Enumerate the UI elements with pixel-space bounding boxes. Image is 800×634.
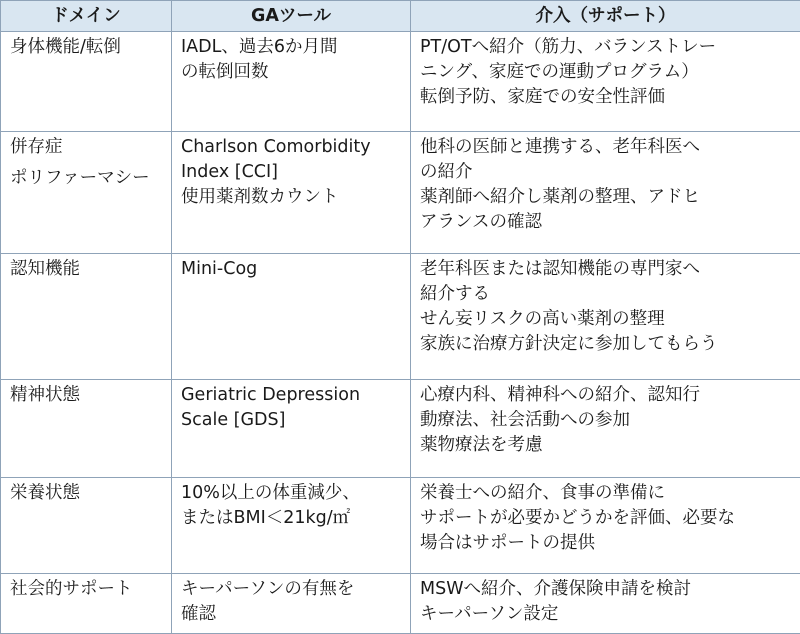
intervention-cell xyxy=(411,380,800,478)
tool-text: IADL、過去6か月間 xyxy=(181,35,404,60)
intervention-cell xyxy=(411,574,800,634)
tool-text: Scale [GDS] xyxy=(181,408,404,433)
tool-cell xyxy=(172,574,411,634)
table-row xyxy=(1,478,800,574)
tool-text: 10%以上の体重減少、 xyxy=(181,481,404,506)
tool-text: 確認 xyxy=(181,602,404,627)
intervention-text: 老年科医または認知機能の専門家へ xyxy=(420,257,794,282)
domain-cell xyxy=(1,574,172,634)
intervention-text: 場合はサポートの提供 xyxy=(420,531,794,556)
table-row xyxy=(1,132,800,254)
tool-cell xyxy=(172,380,411,478)
intervention-text: の紹介 xyxy=(420,160,794,185)
domain-text: 社会的サポート xyxy=(10,577,165,602)
tool-text: Mini-Cog xyxy=(181,257,404,282)
tool-cell xyxy=(172,254,411,380)
domain-text: 認知機能 xyxy=(10,257,165,282)
intervention-text: サポートが必要かどうかを評価、必要な xyxy=(420,506,794,531)
intervention-cell xyxy=(411,478,800,574)
intervention-text: 紹介する xyxy=(420,282,794,307)
tool-text: の転倒回数 xyxy=(181,60,404,85)
intervention-text: せん妄リスクの高い薬剤の整理 xyxy=(420,307,794,332)
domain-cell xyxy=(1,132,172,254)
intervention-text: MSWへ紹介、介護保険申請を検討 xyxy=(420,577,794,602)
tool-cell xyxy=(172,478,411,574)
domain-text: 身体機能/転倒 xyxy=(10,35,165,60)
domain-cell xyxy=(1,254,172,380)
table-row xyxy=(1,574,800,634)
header-domain: ドメイン xyxy=(1,1,172,32)
intervention-text: 動療法、社会活動への参加 xyxy=(420,408,794,433)
tool-text: 使用薬剤数カウント xyxy=(181,185,404,210)
table-row xyxy=(1,32,800,132)
intervention-text: 薬剤師へ紹介し薬剤の整理、アドヒ xyxy=(420,185,794,210)
intervention-text: 栄養士への紹介、食事の準備に xyxy=(420,481,794,506)
domain-cell xyxy=(1,32,172,132)
intervention-text: 家族に治療方針決定に参加してもらう xyxy=(420,332,794,357)
table-row xyxy=(1,254,800,380)
domain-text: 併存症 xyxy=(10,135,165,160)
tool-text: Charlson Comorbidity xyxy=(181,135,404,160)
tool-cell xyxy=(172,132,411,254)
header-row xyxy=(1,1,800,32)
tool-text: またはBMI＜21kg/㎡ xyxy=(181,506,404,531)
domain-text: 栄養状態 xyxy=(10,481,165,506)
intervention-text: ニング、家庭での運動プログラム） xyxy=(420,60,794,85)
intervention-text: アランスの確認 xyxy=(420,210,794,235)
header-ga-tool: GAツール xyxy=(172,1,411,32)
intervention-cell xyxy=(411,32,800,132)
table-row xyxy=(1,380,800,478)
tool-text: キーパーソンの有無を xyxy=(181,577,404,602)
tool-cell xyxy=(172,32,411,132)
header-intervention: 介入（サポート） xyxy=(411,1,800,32)
intervention-text: 心療内科、精神科への紹介、認知行 xyxy=(420,383,794,408)
domain-text: 精神状態 xyxy=(10,383,165,408)
intervention-cell xyxy=(411,132,800,254)
tool-text: Geriatric Depression xyxy=(181,383,404,408)
intervention-cell xyxy=(411,254,800,380)
intervention-text: 転倒予防、家庭での安全性評価 xyxy=(420,85,794,110)
domain-cell xyxy=(1,380,172,478)
intervention-text: PT/OTへ紹介（筋力、バランストレー xyxy=(420,35,794,60)
domain-cell xyxy=(1,478,172,574)
tool-text: Index [CCI] xyxy=(181,160,404,185)
intervention-text: キーパーソン設定 xyxy=(420,602,794,627)
intervention-text: 薬物療法を考慮 xyxy=(420,433,794,458)
domain-text: ポリファーマシー xyxy=(10,166,165,191)
intervention-text: 他科の医師と連携する、老年科医へ xyxy=(420,135,794,160)
